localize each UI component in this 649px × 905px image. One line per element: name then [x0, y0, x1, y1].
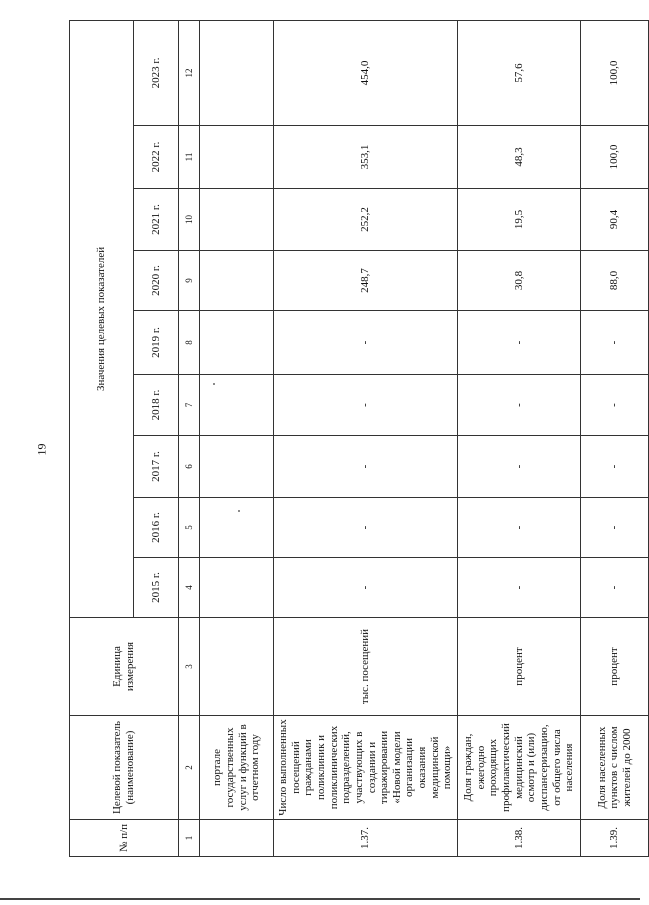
column-number-row — [179, 20, 200, 856]
header-year: 2019 г. — [134, 311, 179, 375]
row-value: 248,7 — [274, 251, 458, 311]
row-value: 19,5 — [458, 189, 581, 251]
header-num: № п/п — [70, 820, 179, 857]
header-year: 2022 г. — [134, 126, 179, 189]
row-value: 30,8 — [458, 251, 581, 311]
indicator-table — [69, 20, 649, 857]
header-year: 2015 г. — [134, 558, 179, 618]
column-number: 8 — [179, 311, 200, 375]
header-year: 2020 г. — [134, 251, 179, 311]
row-value: - — [274, 498, 458, 558]
page-number: 19 — [34, 443, 49, 456]
row-indicator-name: Доля граждан, ежегодно проходящих профилактический медицинский осмотр и (или) диспансеризацию, от общего числа населения — [458, 716, 581, 820]
row-value: 100,0 — [581, 20, 649, 125]
column-number: 2 — [179, 716, 200, 820]
header-year: 2018 г. — [134, 375, 179, 436]
header-indicator: Целевой показатель (наименование) — [70, 716, 179, 820]
row-value: 57,6 — [458, 20, 581, 125]
row-value: 454,0 — [274, 20, 458, 125]
rotated-table-frame — [69, 21, 633, 857]
row-num: 1.38. — [458, 820, 581, 857]
row-value: - — [581, 498, 649, 558]
column-number: 1 — [179, 820, 200, 857]
column-number: 12 — [179, 20, 200, 125]
row-value — [200, 251, 274, 311]
column-number: 3 — [179, 618, 200, 716]
column-number: 4 — [179, 558, 200, 618]
row-value: 252,2 — [274, 189, 458, 251]
row-unit: процент — [458, 618, 581, 716]
row-value — [200, 498, 274, 558]
row-value: - — [274, 558, 458, 618]
table-row — [200, 20, 274, 856]
row-value: 353,1 — [274, 126, 458, 189]
column-number: 7 — [179, 375, 200, 436]
table-row — [458, 20, 581, 856]
row-unit — [200, 618, 274, 716]
row-num: 1.39. — [581, 820, 649, 857]
header-year: 2017 г. — [134, 436, 179, 498]
column-number: 10 — [179, 189, 200, 251]
row-value: 100,0 — [581, 126, 649, 189]
row-value — [200, 558, 274, 618]
header-year: 2023 г. — [134, 20, 179, 125]
page-bottom-rule — [0, 898, 640, 900]
row-value: - — [458, 375, 581, 436]
row-unit: тыс. посещений — [274, 618, 458, 716]
column-number: 11 — [179, 126, 200, 189]
row-value — [200, 436, 274, 498]
table-row — [581, 20, 649, 856]
row-num — [200, 820, 274, 857]
row-value — [200, 375, 274, 436]
row-value: - — [581, 436, 649, 498]
header-unit: Единица измерения — [70, 618, 179, 716]
row-value: - — [458, 436, 581, 498]
table-row — [274, 20, 458, 856]
row-value: 88,0 — [581, 251, 649, 311]
row-num: 1.37. — [274, 820, 458, 857]
header-row-top — [70, 20, 134, 856]
row-value — [200, 126, 274, 189]
row-value — [200, 311, 274, 375]
header-year: 2016 г. — [134, 498, 179, 558]
row-value: - — [458, 311, 581, 375]
row-unit: процент — [581, 618, 649, 716]
row-value: - — [274, 375, 458, 436]
row-value: - — [274, 311, 458, 375]
column-number: 5 — [179, 498, 200, 558]
row-value: - — [458, 498, 581, 558]
row-value: - — [274, 436, 458, 498]
row-indicator-name: Число выполненных посещений гражданами поликлиник и поликлинических подразделений, участвующих в создании и тиражировании «Новой модели организации оказания медицинской помощи» — [274, 716, 458, 820]
row-value: - — [581, 375, 649, 436]
row-value: 90,4 — [581, 189, 649, 251]
column-number: 9 — [179, 251, 200, 311]
row-indicator-name: Доля населенных пунктов с числом жителей до 2000 — [581, 716, 649, 820]
row-value: - — [581, 311, 649, 375]
indicator-table-container — [69, 21, 633, 857]
header-values-group: Значения целевых показателей — [70, 20, 134, 617]
row-indicator-name: портале государственных услуг и функций в отчетном году — [200, 716, 274, 820]
row-value: - — [581, 558, 649, 618]
row-value: - — [458, 558, 581, 618]
row-value: 48,3 — [458, 126, 581, 189]
row-value — [200, 20, 274, 125]
header-year: 2021 г. — [134, 189, 179, 251]
row-value — [200, 189, 274, 251]
column-number: 6 — [179, 436, 200, 498]
